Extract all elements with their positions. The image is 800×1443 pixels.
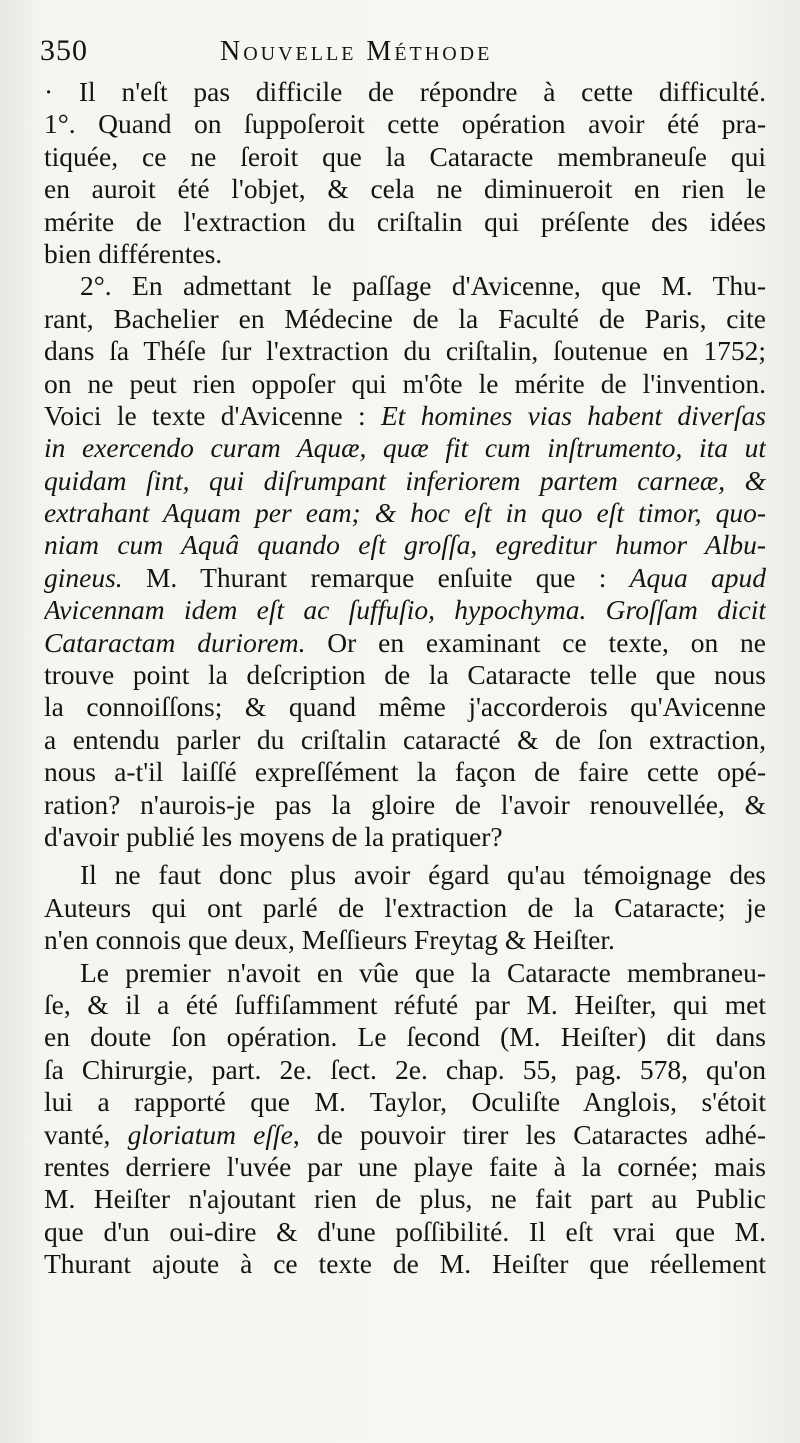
- text-line: Il ne faut donc plus avoir égard qu'au témoignage des: [80, 859, 766, 891]
- text-line: M. Heiſter n'ajoutant rien de plus, ne fait part au Public: [44, 1183, 766, 1215]
- text-line: a entendu parler du criſtalin cataracté & de ſon extraction,: [44, 723, 766, 755]
- latin-quote: Cataractam duriorem.: [44, 626, 306, 658]
- page-header: [40, 34, 770, 74]
- text-line: bien différentes.: [44, 237, 223, 269]
- latin-quote: gineus.: [44, 561, 123, 593]
- text-line: [44, 562, 766, 594]
- text-line: en auroit été l'objet, & cela ne diminueroit en rien le: [44, 173, 766, 205]
- latin-quote: gloriatum eſſe: [127, 1118, 293, 1150]
- text-span: Or en examinant ce texte, on ne: [305, 626, 766, 658]
- text-span: vanté,: [44, 1118, 128, 1150]
- text-line: mérite de l'extraction du criſtalin qui préſente des idées: [44, 205, 766, 237]
- text-line: on ne peut rien oppoſer qui m'ôte le mérite de l'invention.: [44, 367, 766, 399]
- text-line: Le premier n'avoit en vûe que la Cataracte membraneu-: [80, 956, 766, 988]
- paragraph-2: [44, 270, 766, 853]
- text-line: Auteurs qui ont parlé de l'extraction de la Cataracte; je: [44, 891, 766, 923]
- text-line: rentes derriere l'uvée par une playe faite à la cornée; mais: [44, 1150, 766, 1182]
- text-line: [44, 400, 766, 432]
- text-line: n'en connois que deux, Meſſieurs Freytag & Heiſter.: [44, 924, 615, 956]
- text-line: 2°. En admettant le paſſage d'Avicenne, que M. Thu-: [80, 270, 766, 302]
- text-line: Thurant ajoute à ce texte de M. Heiſter que réellement: [44, 1248, 766, 1280]
- text-line: 1°. Quand on ſuppoſeroit cette opération avoir été pra-: [44, 108, 766, 140]
- text-line: que d'un oui-dire & d'une poſſibilité. Il eſt vrai que M.: [44, 1215, 766, 1247]
- text-line: tiquée, ce ne ſeroit que la Cataracte membraneuſe qui: [44, 140, 766, 172]
- text-span: Voici le texte d'Avicenne :: [44, 399, 381, 431]
- paragraph-3: [44, 859, 766, 956]
- latin-quote-line: niam cum Aquâ quando eſt groſſa, egreditur humor Albu-: [44, 529, 766, 561]
- text-span: M. Thurant remarque enſuite que :: [122, 561, 630, 593]
- text-line: lui a rapporté que M. Taylor, Oculiſte Anglois, s'étoit: [44, 1086, 766, 1118]
- text-line: ſa Chirurgie, part. 2e. ſect. 2e. chap. 55, pag. 578, qu'on: [44, 1053, 766, 1085]
- text-line: en doute ſon opération. Le ſecond (M. Heiſter) dit dans: [44, 1021, 766, 1053]
- latin-quote-line: in exercendo curam Aquæ, quæ fit cum inſtrumento, ita ut: [44, 432, 766, 464]
- paragraph-1: [44, 76, 766, 270]
- text-line: ſe, & il a été ſuffiſamment réfuté par M. Heiſter, qui met: [44, 988, 766, 1020]
- text-line: · Il n'eſt pas difficile de répondre à cette difficulté.: [44, 76, 766, 107]
- text-line: dans ſa Théſe ſur l'extraction du criſtalin, ſoutenue en 1752;: [44, 335, 766, 367]
- text-line: [44, 1119, 766, 1151]
- page-number: 350: [40, 34, 88, 67]
- latin-quote-line: Avicennam idem eſt ac ſuffuſio, hypochyma. Groſſam dicit: [44, 594, 766, 626]
- text-line: ration? n'aurois-je pas la gloire de l'avoir renouvellée, &: [44, 788, 766, 820]
- latin-quote: Aqua apud: [629, 561, 766, 593]
- text-line: la connoiſſons; & quand même j'accorderois qu'Avicenne: [44, 691, 766, 723]
- text-line: d'avoir publié les moyens de la pratiquer?: [44, 820, 503, 852]
- text-span: , de pouvoir tirer les Cataractes adhé-: [292, 1118, 766, 1150]
- text-line: [44, 627, 766, 659]
- paragraph-4: [44, 957, 766, 1281]
- text-line: trouve point la deſcription de la Cataracte telle que nous: [44, 659, 766, 691]
- running-title: Nouvelle Méthode: [220, 36, 493, 67]
- latin-quote: Et homines vias habent diverſas: [380, 399, 766, 431]
- latin-quote-line: quidam ſint, qui diſrumpant inferiorem partem carneæ, &: [44, 464, 766, 496]
- body-text: [44, 76, 766, 1280]
- text-line: nous a-t'il laiſſé expreſſément la façon de faire cette opé-: [44, 756, 766, 788]
- latin-quote-line: extrahant Aquam per eam; & hoc eſt in quo eſt timor, quo-: [44, 497, 766, 529]
- text-line: rant, Bachelier en Médecine de la Faculté de Paris, cite: [44, 302, 766, 334]
